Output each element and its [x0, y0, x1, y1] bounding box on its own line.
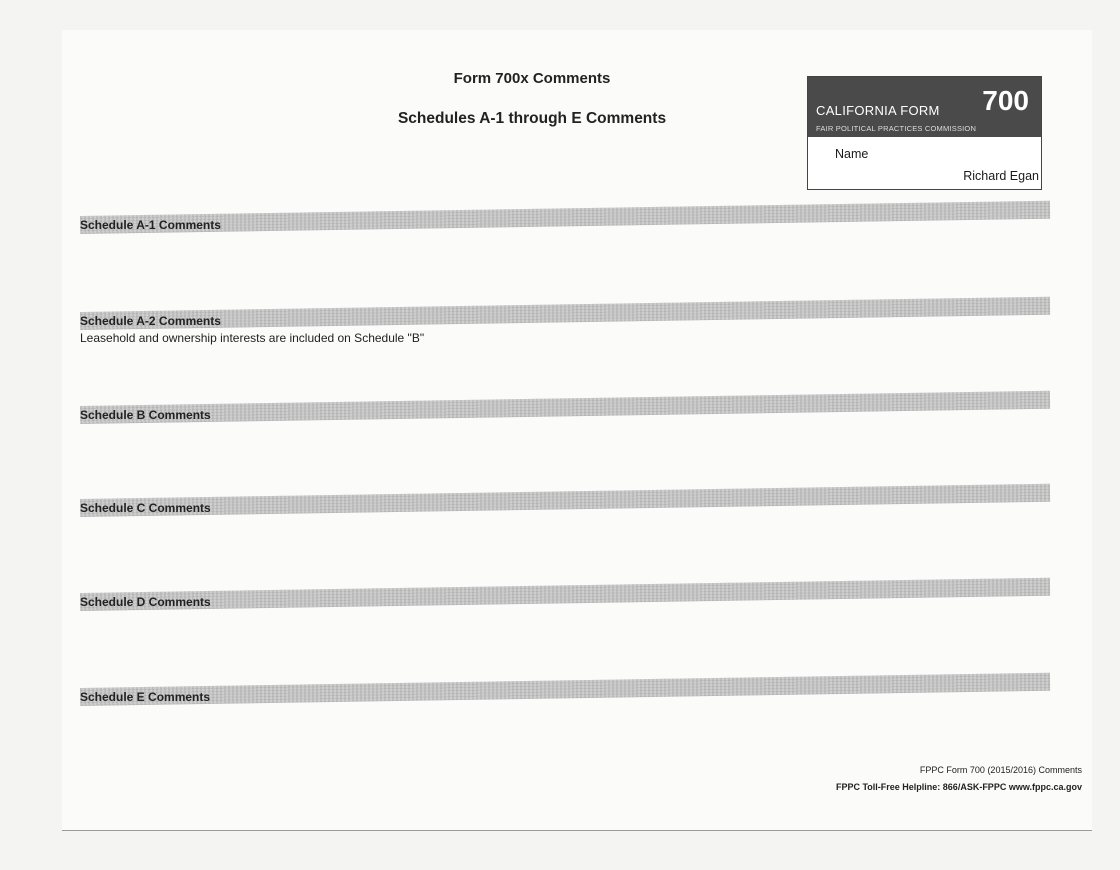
section-label: Schedule D Comments: [80, 595, 211, 609]
footer-form-version: FPPC Form 700 (2015/2016) Comments: [919, 765, 1082, 775]
section-bar: [80, 391, 1050, 424]
footer-helpline: FPPC Toll-Free Helpline: 866/ASK-FPPC www.fppc.ca.gov: [835, 782, 1082, 792]
name-label: Name: [835, 147, 869, 161]
form-id-band: [808, 77, 1041, 137]
form-id-box: [807, 76, 1042, 190]
section-label: Schedule B Comments: [80, 408, 211, 422]
name-value: Richard Egan: [963, 169, 1039, 183]
section-label: Schedule A-2 Comments: [80, 314, 221, 328]
form-label: CALIFORNIA FORM: [816, 103, 940, 118]
section-bar: [80, 578, 1050, 611]
form-subtitle: Schedules A-1 through E Comments: [397, 110, 667, 127]
section-bar: [80, 484, 1050, 517]
section-bar: [80, 201, 1050, 234]
section-bar: [80, 673, 1050, 706]
section-bar: [80, 297, 1050, 330]
section-label: Schedule C Comments: [80, 501, 211, 515]
section-comment: Leasehold and ownership interests are included on Schedule "B": [80, 331, 425, 345]
agency-name: FAIR POLITICAL PRACTICES COMMISSION: [816, 124, 977, 133]
form-number: 700: [982, 85, 1029, 116]
section-label: Schedule E Comments: [80, 690, 211, 704]
section-label: Schedule A-1 Comments: [80, 218, 221, 232]
form-title: Form 700x Comments: [453, 70, 611, 87]
form-page: [62, 30, 1092, 831]
